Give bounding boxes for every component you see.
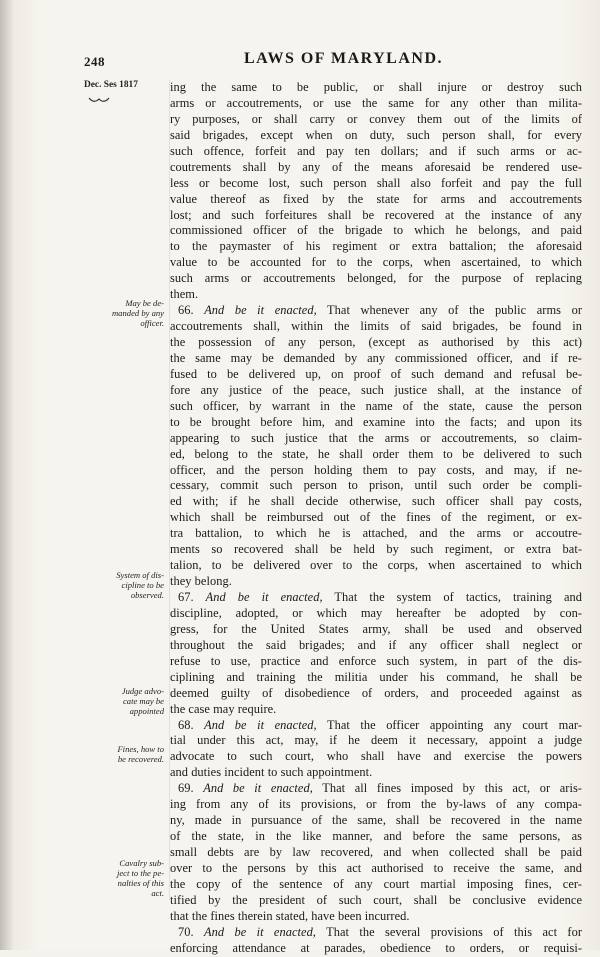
body-text [170, 80, 582, 957]
text-line: fore any justice of the peace, such justice shall, at the instance of [170, 382, 582, 397]
text-line: the copy of the sentence of any court martial imposing fines, cer- [170, 876, 582, 891]
text-line: talion, to be delivered over to the corps, when ascertained to which [170, 558, 582, 573]
text-line: appearing to such justice that the arms or accoutrements, so claim- [170, 430, 582, 445]
text-line: such officer, by warrant in the name of the state, cause the person [170, 398, 582, 413]
text-line: cessary, commit such person to prison, until such order be compli- [170, 478, 582, 493]
text-line: and duties incident to such appointment. [170, 765, 373, 780]
text-line: they belong. [170, 574, 232, 589]
running-title: LAWS OF MARYLAND. [244, 50, 444, 67]
section-69-start: 69. And be it enacted, That all fines imposed by this act, or aris- [178, 781, 582, 796]
text-line: refuse to use, practice and enforce such system, in part of the dis- [170, 653, 582, 668]
curly-brace-mark [88, 96, 110, 106]
text-line: enforcing attendance at parades, obedience to orders, or requisi- [170, 940, 582, 955]
text-line: ing the same to be public, or shall injure or destroy such [170, 80, 582, 94]
session-date-note: Dec. Ses 1817 [84, 80, 138, 90]
text-line: coutrements shall by any of the means aforesaid be rendered use- [170, 159, 582, 174]
text-line: tra battalion, to which he is attached, and the arms or accoutre- [170, 526, 582, 541]
text-line: such offence, forfeit and pay ten dollars; and if such arms or ac- [170, 143, 582, 158]
section-67-start: 67. And be it enacted, That the system of tactics, training and [178, 590, 582, 604]
margin-note-demand: May be de- manded by any officer. [111, 298, 164, 328]
margin-note-discipline: System of dis- cipline to be observed. [116, 570, 164, 600]
section-70-start: 70. And be it enacted, That the several provisions of this act for [178, 924, 582, 939]
text-line: to be brought before him, and examine into the facts; and upon its [170, 414, 582, 429]
binding-shadow [0, 0, 14, 950]
text-line: throughout the said brigades; and if any officer shall neglect or [170, 637, 582, 652]
text-line: ments so recovered shall be held by such regiment, or extra bat- [170, 542, 582, 557]
text-line: which shall be reimbursed out of the fines of the regiment, or ex- [170, 510, 582, 525]
text-line: commissioned officer of the brigade to which he belongs, and paid [170, 223, 582, 238]
margin-note-fines: Fines, how to be recovered. [117, 744, 164, 764]
text-line: said brigades, except when on duty, such person shall, for every [170, 127, 582, 142]
text-line: lost; and such forfeitures shall be recovered at the instance of any [170, 207, 582, 222]
margin-notes-column [84, 0, 168, 950]
text-line: deemed guilty of disobedience of orders, and proceeded against as [170, 685, 582, 700]
margin-note-cavalry: Cavalry sub- ject to the pe- nalties of this act. [116, 858, 164, 898]
text-line: over to the persons by this act authorised to receive the same, and [170, 860, 582, 875]
margin-note-judge-advocate: Judge advo- cate may be appointed [121, 686, 164, 716]
text-line: value to be accounted for to the corps, when ascertained, to which [170, 255, 582, 270]
text-line: ciplining and training the militia under his command, he shall be [170, 669, 582, 684]
text-line: ry purposes, or shall carry or convey them out of the limits of [170, 111, 582, 126]
text-line: accoutrements shall, within the limits of said brigades, be found in [170, 319, 582, 334]
text-line: value thereof as fixed by the state for arms and accoutrements [170, 191, 582, 206]
text-line: ny, made in pursuance of the same, shall be recovered in the name [170, 813, 582, 828]
section-66-start: 66. And be it enacted, That whenever any of the public arms or [178, 303, 582, 318]
page-number: 248 [84, 54, 105, 69]
text-line: gress, for the United States army, shall be used and observed [170, 621, 582, 636]
text-line: such arms or accoutrements belonged, for the purpose of replacing [170, 271, 582, 286]
text-line: that the fines therein stated, have been incurred. [170, 908, 410, 923]
text-line: tified by the president of such court, shall be conclusive evidence [170, 892, 582, 907]
text-line: advocate to such court, who shall have and exercise the powers [170, 749, 582, 764]
text-line: fused to be delivered up, on proof of such demand and refusal be- [170, 366, 582, 381]
text-line: arms or accoutrements, or use the same for any other than milita- [170, 95, 582, 110]
text-line: of the state, in the like manner, and before the same persons, as [170, 829, 582, 844]
text-line: tial under this act, may, if he deem it necessary, appoint a judge [170, 733, 582, 748]
text-line: small debts are by law recovered, and when collected shall be paid [170, 845, 582, 859]
text-line: to the paymaster of his regiment or extra battalion; the aforesaid [170, 239, 582, 254]
section-68-start: 68. And be it enacted, That the officer appointing any court mar- [178, 717, 582, 732]
text-line: the possession of any person, (except as authorised by this act) [170, 335, 582, 349]
text-line: them. [170, 287, 199, 302]
text-line: less or become lost, such person shall also forfeit and pay the full [170, 175, 582, 190]
text-line: the case may require. [170, 701, 277, 716]
text-line: ed with; if he shall decide otherwise, such officer shall pay costs, [170, 494, 582, 509]
text-line: ed, belong to the state, he shall order them to be delivered to such [170, 446, 582, 461]
text-line: ing from any of its provisions, or from the by-laws of any compa- [170, 797, 582, 812]
text-line: officer, and the person holding them to pay costs, and may, if ne- [170, 462, 582, 477]
text-line: discipline, adopted, or which may hereafter be adopted by con- [170, 605, 582, 620]
text-line: the same may be demanded by any commissioned officer, and if re- [170, 350, 582, 365]
